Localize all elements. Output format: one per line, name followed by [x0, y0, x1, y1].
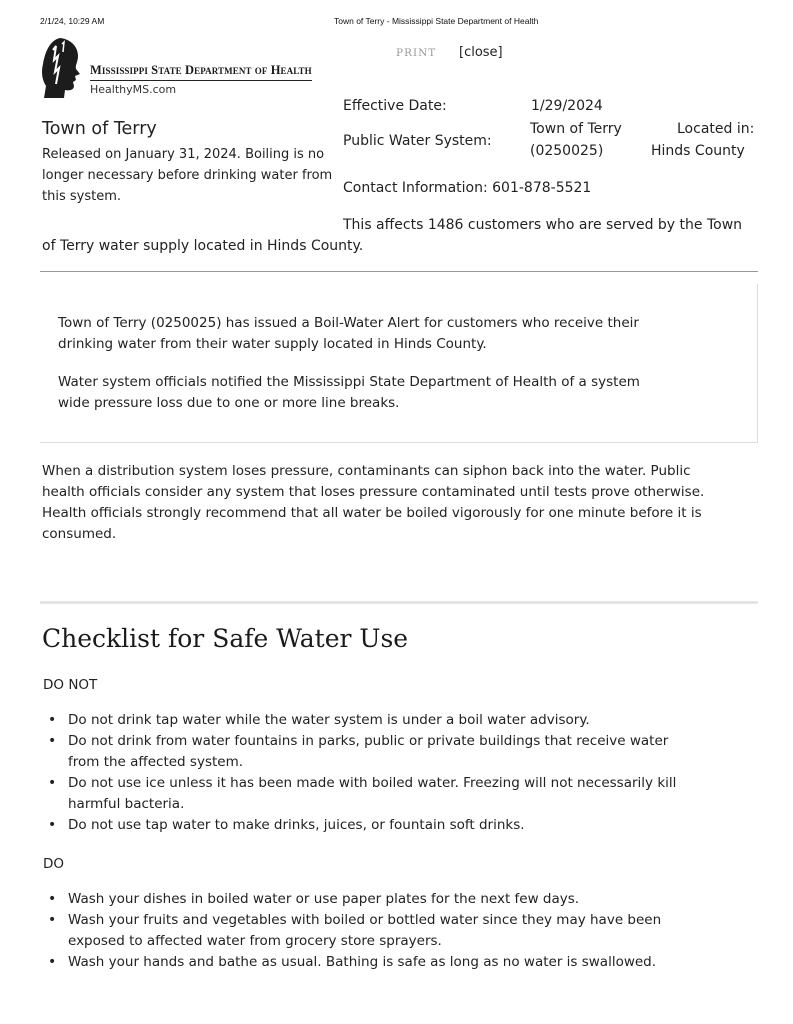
print-datetime: 2/1/24, 10:29 AM — [40, 16, 105, 26]
logo-title: Mississippi State Department of Health — [90, 63, 312, 81]
msdh-profile-icon — [40, 36, 84, 98]
list-item-text: • Wash your hands and bathe as usual. Bathing is safe as long as no water is swallowed. — [68, 954, 657, 970]
list-item — [44, 910, 744, 952]
pws-id: (0250025) — [530, 143, 604, 159]
list-item — [44, 815, 744, 836]
explanation-paragraph — [42, 461, 767, 545]
msdh-logo — [40, 36, 385, 98]
town-title: Town of Terry — [42, 119, 157, 139]
list-item-text: • Do not drink tap water while the water system is under a boil water advisory. — [68, 712, 590, 728]
do-list — [44, 889, 744, 973]
list-item-text: from the affected system. — [68, 754, 244, 770]
alert-p2-line1: Water system officials notified the Mississippi State Department of Health of a system — [58, 374, 640, 390]
explanation-line2: health officials consider any system that loses pressure contaminated until tests prove otherwise. — [42, 484, 705, 500]
close-link[interactable]: [close] — [459, 45, 503, 60]
explanation-line1: When a distribution system loses pressure, contaminants can siphon back into the water. Public — [42, 463, 691, 479]
list-item-text: exposed to affected water from grocery store sprayers. — [68, 933, 442, 949]
alert-paragraph-2 — [58, 372, 748, 414]
print-page-title: Town of Terry - Mississippi State Department of Health — [334, 16, 539, 26]
pws-label: Public Water System: — [343, 133, 492, 149]
contact-phone: 601-878-5521 — [492, 180, 592, 196]
checklist-title: Checklist for Safe Water Use — [42, 624, 409, 653]
alert-p1-line1: Town of Terry (0250025) has issued a Boil-Water Alert for customers who receive their — [58, 315, 639, 331]
release-text: Released on January 31, 2024. Boiling is no longer necessary before drinking water from this system. — [42, 147, 333, 204]
list-item — [44, 710, 744, 731]
effective-date-label: Effective Date: — [343, 98, 447, 114]
list-item-text: • Wash your dishes in boiled water or use paper plates for the next few days. — [68, 891, 580, 907]
list-item-text: • Do not use tap water to make drinks, juices, or fountain soft drinks. — [68, 817, 525, 833]
list-item-text: harmful bacteria. — [68, 796, 185, 812]
explanation-line4: consumed. — [42, 526, 117, 542]
do-not-heading: DO NOT — [43, 677, 98, 693]
located-label: Located in: — [677, 121, 755, 137]
contact-info — [343, 178, 591, 199]
list-item-text: • Do not drink from water fountains in parks, public or private buildings that receive water — [68, 733, 669, 749]
explanation-line3: Health officials strongly recommend that all water be boiled vigorously for one minute before it is — [42, 505, 702, 521]
checklist-divider — [40, 601, 758, 604]
pws-name: Town of Terry — [530, 121, 622, 137]
do-heading: DO — [43, 856, 65, 872]
list-item — [44, 773, 744, 815]
affects-line1: This affects 1486 customers who are served by the Town — [343, 217, 743, 233]
alert-paragraph-1 — [58, 313, 748, 355]
print-button[interactable]: PRINT — [396, 47, 437, 59]
list-item-text: • Do not use ice unless it has been made with boiled water. Freezing will not necessarily kill — [68, 775, 677, 791]
list-item — [44, 731, 744, 773]
list-item-text: • Wash your fruits and vegetables with boiled or bottled water since they may have been — [68, 912, 662, 928]
contact-label: Contact Information: — [343, 180, 488, 196]
alert-p2-line2: wide pressure loss due to one or more line breaks. — [58, 395, 400, 411]
affects-line2: of Terry water supply located in Hinds County. — [42, 238, 364, 254]
alert-box — [40, 284, 758, 443]
located-value: Hinds County — [651, 143, 745, 159]
list-item — [44, 952, 744, 973]
section-divider — [40, 271, 758, 272]
logo-site: HealthyMS.com — [90, 83, 177, 96]
alert-p1-line2: drinking water from their water supply located in Hinds County. — [58, 336, 487, 352]
do-not-list — [44, 710, 744, 836]
effective-date-value: 1/29/2024 — [531, 98, 603, 114]
list-item — [44, 889, 744, 910]
